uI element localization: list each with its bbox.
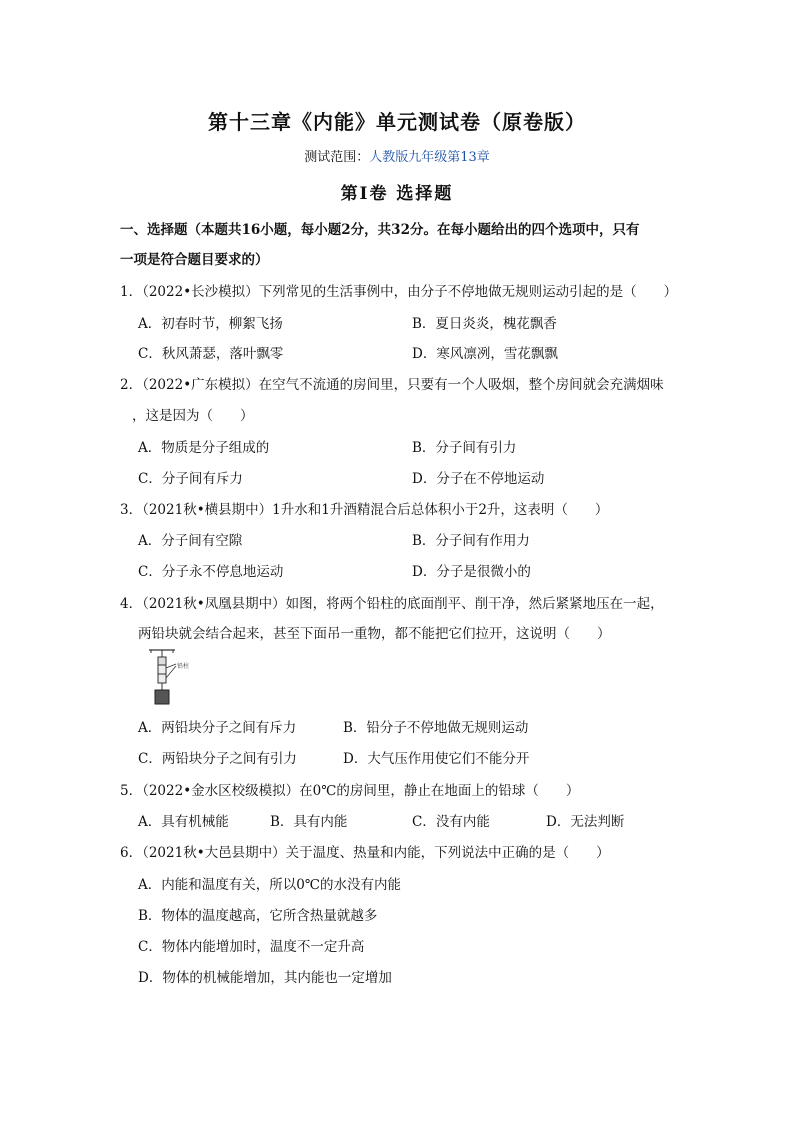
question-5-stem: 5．（2022•金水区校级模拟）在0℃的房间里，静止在地面上的铅球（ ） [120,783,580,799]
question-1-option-b[interactable]: B．夏日炎炎，槐花飘香 [412,316,557,332]
question-5-option-a[interactable]: A．具有机械能 [138,814,229,830]
test-range-value: 人教版九年级第13章 [369,150,490,165]
figure-label: 铅柱 [177,663,190,670]
lead-cylinder-figure [143,648,203,708]
question-6-option-a[interactable]: A．内能和温度有关，所以0℃的水没有内能 [138,877,401,893]
section-heading: 第Ⅰ卷 选择题 [340,184,454,204]
question-2-option-c[interactable]: C．分子间有斥力 [138,471,243,487]
test-range [0,146,794,165]
question-3-option-b[interactable]: B．分子间有作用力 [412,533,530,549]
question-2-option-b[interactable]: B．分子间有引力 [412,440,517,456]
question-3-stem: 3．（2021秋•横县期中）1升水和1升酒精混合后总体积小于2升，这表明（ ） [120,502,609,518]
question-2-stem-cont: ，这是因为（ ） [132,408,254,424]
instructions-line-2: 一项是符合题目要求的） [120,252,269,268]
document-title: 第十三章《内能》单元测试卷（原卷版） [208,110,586,134]
test-range-label: 测试范围： [304,150,370,165]
question-2-option-d[interactable]: D．分子在不停地运动 [412,471,545,487]
question-4-option-b[interactable]: B．铅分子不停地做无规则运动 [343,720,529,736]
instructions-line-1: 一、选择题（本题共16小题，每小题2分，共32分。在每小题给出的四个选项中，只有 [120,222,640,238]
question-6-option-c[interactable]: C．物体内能增加时，温度不一定升高 [138,939,365,955]
question-5-option-d[interactable]: D．无法判断 [546,814,625,830]
question-1-option-c[interactable]: C．秋风萧瑟，落叶飘零 [138,346,284,362]
question-6-stem: 6．（2021秋•大邑县期中）关于温度、热量和内能，下列说法中正确的是（ ） [120,845,610,861]
question-3-option-d[interactable]: D．分子是很微小的 [412,564,531,580]
question-2-option-a[interactable]: A．物质是分子组成的 [138,440,270,456]
question-4-option-d[interactable]: D．大气压作用使它们不能分开 [343,751,530,767]
question-5-option-c[interactable]: C．没有内能 [412,814,490,830]
question-4-option-c[interactable]: C．两铅块分子之间有引力 [138,751,297,767]
question-1-option-a[interactable]: A．初春时节，柳絮飞扬 [138,316,283,332]
question-5-option-b[interactable]: B．具有内能 [270,814,348,830]
question-6-option-b[interactable]: B．物体的温度越高，它所含热量就越多 [138,908,378,924]
question-4-stem: 4．（2021秋•凤凰县期中）如图，将两个铅柱的底面削平、削干净，然后紧紧地压在一起， [120,596,664,612]
question-3-option-c[interactable]: C．分子永不停息地运动 [138,564,284,580]
question-3-option-a[interactable]: A．分子间有空隙 [138,533,243,549]
question-4-stem-cont: 两铅块就会结合起来，甚至下面吊一重物，都不能把它们拉开，这说明（ ） [138,626,611,642]
question-4-option-a[interactable]: A．两铅块分子之间有斥力 [138,720,297,736]
question-1-option-d[interactable]: D．寒风凛冽，雪花飘飘 [412,346,558,362]
question-2-stem: 2．（2022•广东模拟）在空气不流通的房间里，只要有一个人吸烟，整个房间就会充满烟味 [120,377,664,393]
question-1-stem: 1．（2022•长沙模拟）下列常见的生活事例中，由分子不停地做无规则运动引起的是（ ） [120,284,678,300]
question-6-option-d[interactable]: D．物体的机械能增加，其内能也一定增加 [138,970,392,986]
